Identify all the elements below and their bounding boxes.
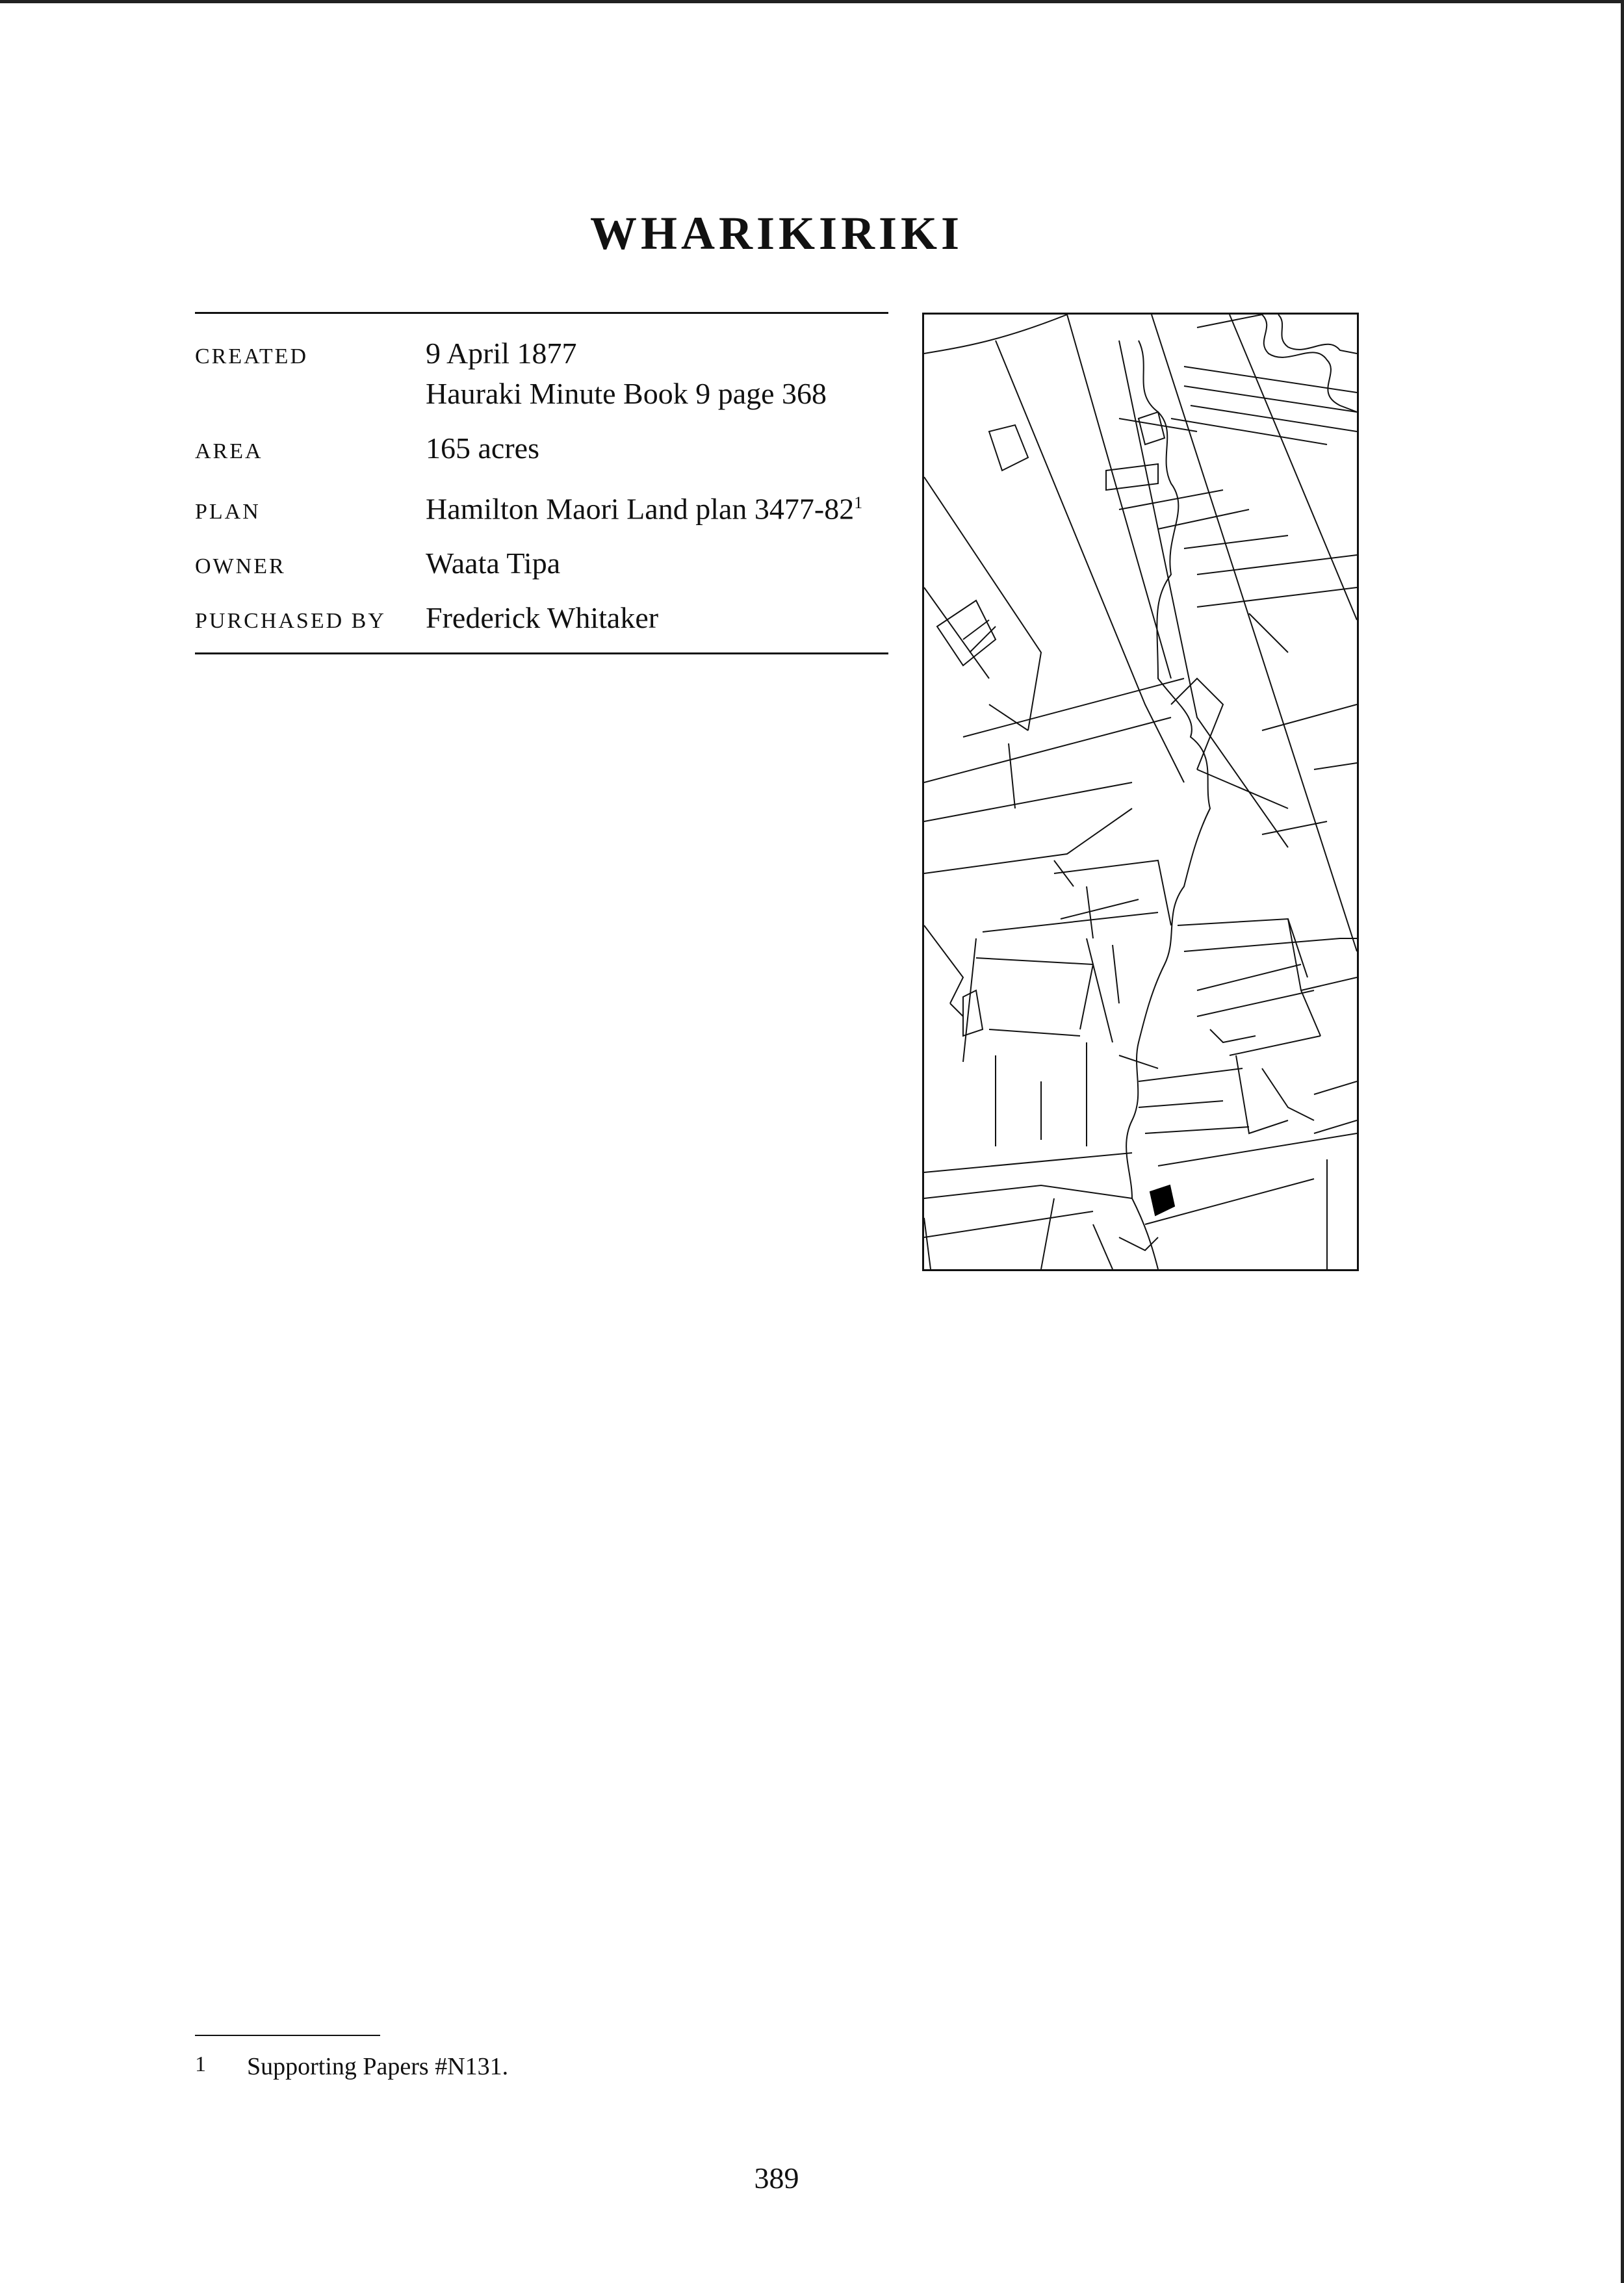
- footnote-rule: [195, 2035, 380, 2036]
- plan-label: PLAN: [195, 500, 261, 524]
- row-purchased-by: [195, 598, 888, 638]
- top-border: [0, 0, 1624, 3]
- created-value: [426, 333, 827, 414]
- river-line: [1262, 315, 1357, 412]
- row-created: [195, 333, 888, 414]
- created-date: 9 April 1877: [426, 337, 577, 370]
- parcel-boundary: [924, 315, 1067, 354]
- right-border: [1621, 0, 1624, 2283]
- river-bank: [1278, 315, 1357, 354]
- map-parcels: [924, 315, 1357, 1269]
- plan-text: Hamilton Maori Land plan 3477-82: [426, 492, 855, 526]
- area-value: 165 acres: [426, 432, 539, 465]
- owner-label: OWNER: [195, 554, 286, 579]
- location-map: [922, 313, 1359, 1271]
- row-area: [195, 428, 888, 469]
- purchased-by-label: PURCHASED BY: [195, 609, 386, 634]
- created-minute-book: Hauraki Minute Book 9 page 368: [426, 377, 827, 410]
- highlighted-parcel: [1150, 1185, 1174, 1215]
- row-owner: [195, 543, 888, 584]
- footnote-number: 1: [195, 2052, 206, 2076]
- page-title: WHARIKIRIKI: [589, 207, 964, 259]
- purchased-by-value: Frederick Whitaker: [426, 601, 659, 635]
- page-number: 389: [754, 2161, 799, 2195]
- plan-value: [426, 483, 862, 529]
- footnote-text: Supporting Papers #N131.: [247, 2053, 509, 2080]
- owner-value: Waata Tipa: [426, 547, 561, 580]
- block-details-table: [195, 312, 888, 654]
- footnote-reference[interactable]: 1: [854, 493, 863, 512]
- row-plan: [195, 483, 888, 529]
- area-label: AREA: [195, 439, 263, 463]
- footnote: [195, 2052, 508, 2081]
- created-label: CREATED: [195, 344, 308, 368]
